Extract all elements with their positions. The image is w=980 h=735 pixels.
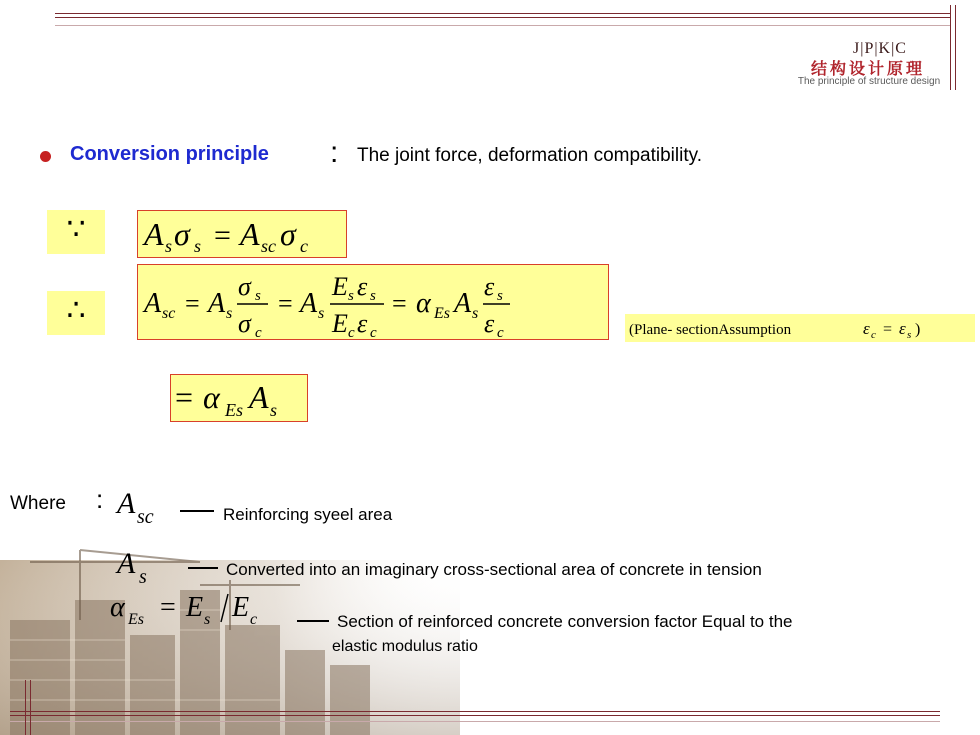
- therefore-box: [47, 291, 105, 335]
- svg-text:=: =: [214, 219, 231, 252]
- svg-text:Es: Es: [434, 305, 450, 322]
- svg-text:c: c: [370, 325, 377, 338]
- symbol-Asc: [115, 485, 175, 529]
- symbol-alphaEs: [108, 590, 288, 634]
- description-As: Converted into an imaginary cross-sectional area of concrete in tension: [226, 560, 762, 579]
- svg-text:s: s: [907, 329, 912, 341]
- svg-text:c: c: [300, 236, 308, 256]
- svg-text:ε: ε: [484, 272, 495, 301]
- svg-text:s: s: [194, 236, 202, 256]
- svg-text:A: A: [454, 288, 472, 319]
- svg-text:sc: sc: [137, 506, 154, 528]
- svg-text:E: E: [332, 272, 348, 301]
- description-alphaEs-line1: Section of reinforced concrete conversion factor Equal to the: [337, 612, 793, 631]
- svg-text:A: A: [117, 487, 136, 520]
- svg-text:ε: ε: [357, 272, 368, 301]
- svg-text:A: A: [208, 288, 226, 319]
- equation-2: [140, 266, 608, 338]
- svg-text:ε: ε: [899, 319, 906, 338]
- dash-1: [180, 510, 214, 512]
- svg-text:ε: ε: [863, 319, 870, 338]
- svg-text:s: s: [255, 288, 261, 304]
- plane-section-assumption-box: [625, 314, 975, 342]
- svg-text:=: =: [883, 321, 893, 338]
- svg-text:c: c: [348, 325, 355, 338]
- svg-text:s: s: [348, 288, 354, 304]
- svg-text:E: E: [332, 309, 348, 338]
- svg-text:Es: Es: [128, 611, 144, 628]
- right-border-line-2: [955, 5, 956, 90]
- logo-jpkc: J|P|K|C: [853, 40, 907, 57]
- bottom-border-line-3: [10, 721, 940, 722]
- bottom-border-line-1: [10, 711, 940, 712]
- svg-text:s: s: [139, 566, 147, 588]
- equation-3-box: [170, 374, 308, 422]
- because-symbol: ∵: [66, 212, 86, 247]
- svg-text:α: α: [416, 288, 431, 319]
- svg-text:E: E: [186, 592, 204, 623]
- left-border-line-2: [30, 680, 31, 735]
- svg-text:s: s: [370, 288, 376, 304]
- because-box: [47, 210, 105, 254]
- logo-english-subtitle: The principle of structure design: [797, 76, 941, 87]
- svg-text:=: =: [392, 289, 407, 318]
- svg-text:ε: ε: [484, 309, 495, 338]
- dash-3: [297, 620, 329, 622]
- description-alphaEs-line2: elastic modulus ratio: [332, 638, 478, 655]
- svg-text:c: c: [497, 325, 504, 338]
- svg-text:sc: sc: [261, 236, 276, 256]
- logo-chinese-title: 结构设计原理: [810, 59, 925, 78]
- svg-text:c: c: [871, 329, 876, 341]
- svg-text:s: s: [497, 288, 503, 304]
- svg-text:A: A: [240, 216, 260, 252]
- svg-text:A: A: [117, 547, 136, 580]
- svg-text:s: s: [270, 400, 278, 420]
- equation-2-box: [137, 264, 609, 340]
- svg-text:c: c: [255, 325, 262, 338]
- bullet-title: Conversion principle: [70, 143, 269, 165]
- bullet-dot: [40, 151, 51, 162]
- left-border-line-1: [25, 680, 26, 735]
- plane-section-assumption: [625, 314, 975, 342]
- svg-text:s: s: [472, 305, 479, 322]
- equation-1: [140, 212, 346, 256]
- svg-text:α: α: [110, 592, 125, 623]
- svg-text:A: A: [249, 379, 269, 415]
- svg-text:=: =: [185, 289, 200, 318]
- therefore-symbol: ∴: [66, 293, 86, 328]
- svg-text:=: =: [175, 379, 194, 415]
- top-border-line-1: [55, 13, 950, 14]
- equation-3: [173, 376, 307, 420]
- symbol-As: [115, 545, 165, 589]
- svg-text:=: =: [160, 592, 176, 623]
- svg-text:σ: σ: [280, 216, 296, 252]
- svg-text:s: s: [318, 305, 325, 322]
- svg-text:sc: sc: [162, 305, 176, 322]
- where-colon: :: [96, 484, 104, 514]
- svg-text:α: α: [203, 379, 220, 415]
- svg-text:E: E: [232, 592, 250, 623]
- svg-text:σ: σ: [238, 272, 251, 301]
- svg-text:=: =: [278, 289, 293, 318]
- bullet-text: The joint force, deformation compatibility.: [357, 145, 702, 166]
- svg-text:ε: ε: [357, 309, 368, 338]
- svg-text:A: A: [300, 288, 318, 319]
- svg-text:s: s: [226, 305, 233, 322]
- svg-text:σ: σ: [238, 309, 251, 338]
- svg-text:σ: σ: [174, 216, 190, 252]
- svg-text:c: c: [250, 611, 258, 628]
- svg-text:A: A: [144, 216, 164, 252]
- svg-text:s: s: [204, 611, 211, 628]
- svg-text:A: A: [144, 288, 162, 319]
- description-Asc: Reinforcing syeel area: [223, 505, 393, 524]
- bullet-colon: :: [330, 136, 339, 169]
- equation-1-box: [137, 210, 347, 258]
- svg-text:Es: Es: [225, 400, 243, 420]
- svg-text:): ): [915, 321, 921, 338]
- where-label: Where: [10, 493, 66, 514]
- svg-text:s: s: [165, 236, 173, 256]
- top-border-line-3: [55, 25, 950, 26]
- top-border-line-2: [55, 17, 950, 18]
- svg-text:(Plane- sectionAssumption: (Plane- sectionAssumption: [629, 322, 792, 338]
- bottom-border-line-2: [10, 715, 940, 716]
- dash-2: [188, 567, 218, 569]
